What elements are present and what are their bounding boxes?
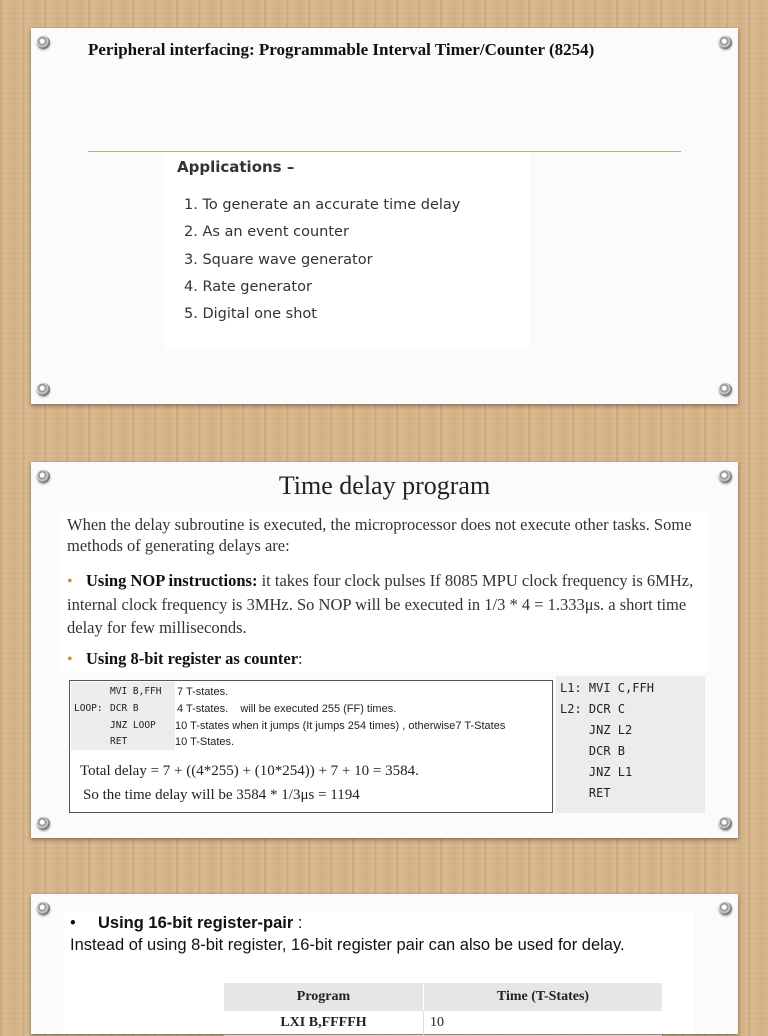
pushpin-icon (719, 383, 732, 396)
pushpin-icon (719, 817, 732, 830)
bullet-dot-icon: • (67, 651, 73, 668)
code-line: RET (560, 786, 611, 800)
bullet-dot-icon: • (67, 573, 73, 590)
list-item: 1. To generate an accurate time delay (184, 197, 461, 213)
code-label: LOOP: (74, 703, 103, 714)
code-instruction: RET (110, 736, 128, 747)
body-text: Instead of using 8-bit register, 16-bit register pair can also be used for delay. (70, 936, 625, 954)
column-header-program: Program (224, 983, 424, 1011)
pushpin-icon (37, 817, 50, 830)
intro-text: When the delay subroutine is executed, the microprocessor does not execute other tasks. Some methods of generating delays are: (67, 515, 692, 555)
list-item: 3. Square wave generator (184, 251, 373, 268)
pushpin-icon (37, 383, 50, 396)
table-header-row (224, 983, 662, 1011)
table-row (224, 1011, 662, 1036)
code-listing (69, 680, 553, 813)
code-comment: 10 T-states when it jumps (It jumps 254 times) , otherwise7 T-States (175, 720, 506, 732)
bullet-16bit (70, 914, 302, 933)
code-line: JNZ L1 (560, 765, 633, 779)
pushpin-icon (719, 902, 732, 915)
pushpin-icon (37, 36, 50, 49)
bullet-dot-icon: • (70, 914, 76, 932)
program-table (224, 983, 662, 1036)
slide-16bit-delay (31, 894, 738, 1034)
nested-loop-code (556, 676, 705, 813)
slide-title: Peripheral interfacing: Programmable Interval Timer/Counter (8254) (88, 40, 595, 59)
list-item: 2. As an event counter (184, 224, 349, 241)
applications-list (184, 196, 460, 332)
bullet-heading: Using 16-bit register-pair (98, 914, 294, 932)
bullet-heading: Using NOP instructions: (86, 571, 258, 590)
program-cell: LXI B,FFFFH (224, 1011, 424, 1036)
content-panel (63, 912, 694, 1034)
time-delay-text: So the time delay will be 3584 * 1/3μs = 1194 (83, 787, 360, 803)
code-instruction: MVI B,FFH (110, 686, 162, 697)
bullet-text: : (293, 914, 303, 932)
pushpin-icon (37, 902, 50, 915)
bullet-text: it takes four clock pulses If 8085 MPU clock frequency is 6MHz, internal clock frequency is 3MHz. So NOP will be executed in 1/3 * 4 = 1.333μs. a short time delay for few milliseconds. (67, 571, 694, 637)
applications-heading: Applications – (177, 158, 295, 176)
code-comment: 7 T-states. (177, 686, 229, 698)
code-line: L1: MVI C,FFH (560, 681, 654, 695)
code-instruction: DCR B (110, 703, 139, 714)
applications-panel (165, 152, 530, 348)
code-comment: 4 T-states. will be executed 255 (FF) times. (177, 703, 397, 715)
code-line: L2: DCR C (560, 702, 626, 716)
code-line: DCR B (560, 744, 626, 758)
total-delay-text: Total delay = 7 + ((4*255) + (10*254)) + 7 + 10 = 3584. (80, 763, 419, 779)
list-item: 5. Digital one shot (184, 306, 317, 323)
bullet-text: : (298, 649, 303, 668)
code-comment: 10 T-States. (175, 736, 235, 748)
slide-title: Time delay program (278, 471, 491, 500)
slide-applications (31, 28, 738, 404)
slide-time-delay (31, 462, 738, 838)
code-line: JNZ L2 (560, 723, 633, 737)
bullet-nop (67, 569, 707, 639)
column-header-time: Time (T-States) (424, 983, 663, 1011)
time-cell: 10 (424, 1011, 663, 1036)
description-panel (60, 512, 707, 672)
code-instruction: JNZ LOOP (110, 720, 156, 731)
list-item: 4. Rate generator (184, 278, 312, 295)
bullet-8bit (67, 647, 707, 671)
pushpin-icon (719, 36, 732, 49)
bullet-heading: Using 8-bit register as counter (86, 649, 299, 668)
